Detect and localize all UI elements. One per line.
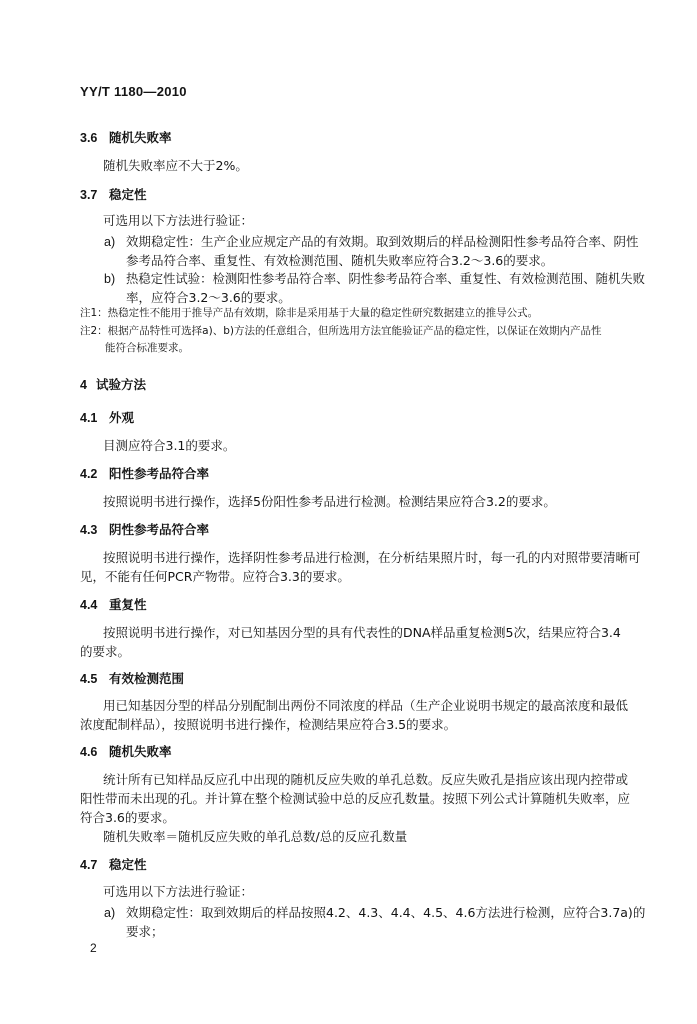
section-number: 4.3 bbox=[80, 523, 98, 537]
section-number: 4.2 bbox=[80, 467, 98, 481]
section-title: 外观 bbox=[109, 410, 135, 425]
section-title: 阴性参考品符合率 bbox=[109, 522, 210, 537]
chapter-number: 4 bbox=[80, 378, 87, 392]
section-number: 4.1 bbox=[80, 411, 98, 425]
section-number: 4.7 bbox=[80, 858, 98, 872]
section-number: 3.6 bbox=[80, 131, 98, 145]
list-item-text: 参考品符合率、重复性、有效检测范围、随机失败率应符合3.2～3.6的要求。 bbox=[126, 253, 554, 268]
list-item-label: a) bbox=[104, 906, 116, 920]
list-item-text: 要求； bbox=[126, 924, 164, 939]
section-number: 4.5 bbox=[80, 672, 98, 686]
page-number: 2 bbox=[90, 941, 97, 955]
paragraph: 见，不能有任何PCR产物带。应符合3.3的要求。 bbox=[80, 569, 350, 584]
paragraph: 用已知基因分型的样品分别配制出两份不同浓度的样品（生产企业说明书规定的最高浓度和最低 bbox=[103, 698, 629, 713]
section-title: 稳定性 bbox=[109, 187, 147, 202]
note-text: 能符合标准要求。 bbox=[105, 342, 189, 354]
paragraph: 浓度配制样品），按照说明书进行操作，检测结果应符合3.5的要求。 bbox=[80, 717, 457, 732]
section-title: 有效检测范围 bbox=[109, 671, 185, 686]
paragraph: 的要求。 bbox=[80, 644, 131, 659]
section-number: 4.6 bbox=[80, 745, 98, 759]
paragraph: 符合3.6的要求。 bbox=[80, 810, 175, 825]
section-number: 3.7 bbox=[80, 188, 98, 202]
list-item-text: 热稳定性试验：检测阳性参考品符合率、阴性参考品符合率、重复性、有效检测范围、随机失败 bbox=[126, 271, 646, 286]
section-title: 重复性 bbox=[109, 597, 147, 612]
section-title: 随机失败率 bbox=[109, 130, 172, 145]
list-item-text: 效期稳定性：生产企业应规定产品的有效期。取到效期后的样品检测阳性参考品符合率、阴性 bbox=[126, 234, 639, 249]
list-item-text: 效期稳定性：取到效期后的样品按照4.2、4.3、4.4、4.5、4.6方法进行检测，应符合3.7a)的 bbox=[126, 905, 646, 920]
note-text: 注1：热稳定性不能用于推导产品有效期，除非是采用基于大量的稳定性研究数据建立的推导公式。 bbox=[80, 307, 539, 319]
list-item-label: a) bbox=[104, 235, 116, 249]
paragraph: 可选用以下方法进行验证： bbox=[103, 213, 254, 228]
section-title: 随机失败率 bbox=[109, 744, 172, 759]
section-title: 稳定性 bbox=[109, 857, 147, 872]
paragraph: 随机失败率应不大于2%。 bbox=[103, 158, 248, 173]
paragraph: 目测应符合3.1的要求。 bbox=[103, 438, 236, 453]
list-item-text: 率，应符合3.2～3.6的要求。 bbox=[126, 290, 291, 305]
chapter-title: 试验方法 bbox=[96, 377, 147, 392]
formula: 随机失败率＝随机反应失败的单孔总数/总的反应孔数量 bbox=[103, 829, 408, 844]
list-item-label: b) bbox=[104, 272, 116, 286]
standard-number-header: YY/T 1180—2010 bbox=[80, 84, 187, 99]
note-text: 注2：根据产品特性可选择a)、b)方法的任意组合，但所选用方法宜能验证产品的稳定性，以保证在效期内产品性 bbox=[80, 325, 602, 337]
paragraph: 按照说明书进行操作，选择5份阳性参考品进行检测。检测结果应符合3.2的要求。 bbox=[103, 494, 556, 509]
section-number: 4.4 bbox=[80, 598, 98, 612]
paragraph: 可选用以下方法进行验证： bbox=[103, 884, 254, 899]
paragraph: 按照说明书进行操作，选择阴性参考品进行检测，在分析结果照片时，每一孔的内对照带要清晰可 bbox=[103, 550, 641, 565]
paragraph: 阳性带而未出现的孔。并计算在整个检测试验中总的反应孔数量。按照下列公式计算随机失败率，应 bbox=[80, 791, 631, 806]
paragraph: 统计所有已知样品反应孔中出现的随机反应失败的单孔总数。反应失败孔是指应该出现内控带或 bbox=[103, 772, 629, 787]
section-title: 阳性参考品符合率 bbox=[109, 466, 210, 481]
paragraph: 按照说明书进行操作，对已知基因分型的具有代表性的DNA样品重复检测5次，结果应符合3.4 bbox=[103, 625, 621, 640]
